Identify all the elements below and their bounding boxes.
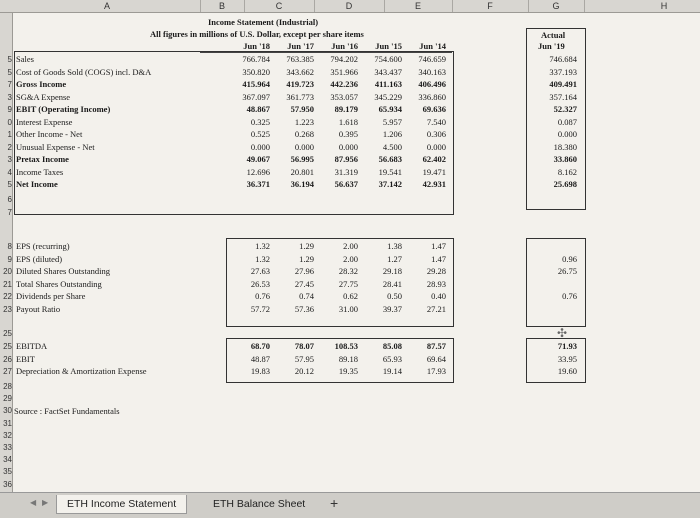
cell-value[interactable]: 29.18 bbox=[382, 266, 402, 276]
column-header-a[interactable]: A bbox=[14, 0, 201, 12]
cell-value[interactable]: 766.784 bbox=[242, 54, 270, 64]
row-number: 33 bbox=[3, 443, 12, 452]
row-label: Payout Ratio bbox=[16, 303, 61, 314]
cell-value[interactable]: 56.637 bbox=[334, 179, 358, 189]
actual-value[interactable]: 337.193 bbox=[549, 66, 577, 77]
statement-title: Income Statement (Industrial) bbox=[208, 17, 319, 27]
actual-value[interactable]: 19.60 bbox=[557, 366, 577, 376]
row-number: 32 bbox=[3, 430, 12, 440]
row-number: 4 bbox=[7, 167, 12, 177]
row-number: 8 bbox=[7, 242, 12, 251]
cell-value[interactable]: 0.268 bbox=[294, 129, 314, 139]
cell-value[interactable]: 12.696 bbox=[246, 166, 270, 177]
actual-block-frame bbox=[526, 338, 586, 383]
cell-value[interactable]: 0.76 bbox=[255, 291, 270, 301]
actual-label: Actual bbox=[541, 30, 566, 40]
cell-value[interactable]: 26.53 bbox=[250, 278, 270, 289]
actual-value[interactable]: 33.95 bbox=[557, 353, 577, 364]
cell-value[interactable]: 5.957 bbox=[382, 116, 402, 127]
column-header-d[interactable]: D bbox=[314, 0, 385, 12]
cell-value[interactable]: 29.28 bbox=[426, 266, 446, 276]
row-number: 30 bbox=[3, 406, 12, 416]
row-number: 21 bbox=[3, 279, 12, 289]
row-header-gutter bbox=[0, 13, 13, 492]
row-label: Gross Income bbox=[16, 79, 67, 89]
row-number: 22 bbox=[3, 292, 12, 301]
row-label: EBIT bbox=[16, 353, 35, 364]
cell-value[interactable]: 1.206 bbox=[382, 129, 402, 139]
row-number: 3 bbox=[7, 92, 12, 102]
row-number: 27 bbox=[3, 367, 12, 376]
row-number: 7 bbox=[7, 207, 12, 217]
cell-value[interactable]: 0.50 bbox=[387, 291, 402, 301]
cell-value[interactable]: 1.47 bbox=[431, 241, 446, 251]
row-number: 25 bbox=[3, 342, 12, 351]
cell-value[interactable]: 415.964 bbox=[242, 79, 270, 89]
row-label: EPS (diluted) bbox=[16, 253, 63, 264]
cell-value[interactable]: 27.63 bbox=[250, 266, 270, 276]
cell-value[interactable]: 57.950 bbox=[290, 104, 314, 114]
row-number: 2 bbox=[7, 142, 12, 152]
cell-value[interactable]: 87.956 bbox=[334, 154, 358, 164]
cell-value[interactable]: 19.541 bbox=[378, 166, 402, 177]
row-label: Income Taxes bbox=[16, 166, 64, 177]
row-label: Cost of Goods Sold (COGS) incl. D&A bbox=[16, 66, 152, 77]
cell-value[interactable]: 0.74 bbox=[299, 291, 314, 301]
cell-value[interactable]: 794.202 bbox=[330, 54, 358, 64]
cell-value[interactable]: 0.525 bbox=[250, 129, 270, 139]
row-number: 9 bbox=[7, 254, 12, 264]
row-number: 5 bbox=[7, 180, 12, 189]
cell-value[interactable]: 17.93 bbox=[426, 366, 446, 376]
cell-cursor-icon: ✣ bbox=[557, 326, 568, 340]
cell-value[interactable]: 19.83 bbox=[250, 366, 270, 376]
column-header-b[interactable]: B bbox=[200, 0, 245, 12]
cell-value[interactable]: 0.000 bbox=[426, 141, 446, 152]
column-header-g[interactable]: G bbox=[528, 0, 585, 12]
actual-value[interactable]: 71.93 bbox=[557, 341, 577, 351]
row-number: 7 bbox=[7, 80, 12, 89]
data-block-frame bbox=[226, 338, 454, 383]
tab-eth-income-statement[interactable]: ETH Income Statement bbox=[56, 495, 187, 514]
actual-value[interactable]: 746.684 bbox=[549, 54, 577, 64]
cell-value[interactable]: 0.000 bbox=[294, 141, 314, 152]
actual-value[interactable]: 0.96 bbox=[562, 253, 577, 264]
cell-value[interactable]: 20.12 bbox=[294, 366, 314, 376]
cell-value[interactable]: 1.29 bbox=[299, 241, 314, 251]
cell-value[interactable]: 367.097 bbox=[242, 91, 270, 102]
cell-value[interactable]: 56.995 bbox=[290, 154, 314, 164]
cell-value[interactable]: 89.179 bbox=[334, 104, 358, 114]
row-number: 5 bbox=[7, 55, 12, 64]
column-header-h[interactable]: H bbox=[628, 0, 700, 12]
cell-value[interactable]: 42.931 bbox=[422, 179, 446, 189]
row-label: Depreciation & Amortization Expense bbox=[16, 366, 147, 376]
cell-value[interactable]: 85.08 bbox=[382, 341, 402, 351]
cell-value[interactable]: 31.00 bbox=[338, 303, 358, 314]
cell-value[interactable]: 0.000 bbox=[250, 141, 270, 152]
cell-value[interactable]: 28.93 bbox=[426, 278, 446, 289]
cell-value[interactable]: 411.163 bbox=[374, 79, 402, 89]
row-number: 0 bbox=[7, 117, 12, 127]
cell-value[interactable]: 57.72 bbox=[250, 303, 270, 314]
cell-value[interactable]: 442.236 bbox=[330, 79, 358, 89]
period-header: Jun '16 bbox=[331, 41, 358, 51]
row-number: 3 bbox=[7, 155, 12, 164]
cell-value[interactable]: 19.35 bbox=[338, 366, 358, 376]
column-header-f[interactable]: F bbox=[452, 0, 529, 12]
row-number: 31 bbox=[3, 418, 12, 428]
cell-value[interactable]: 1.618 bbox=[338, 116, 358, 127]
cell-value[interactable]: 754.600 bbox=[374, 54, 402, 64]
cell-value[interactable]: 65.934 bbox=[378, 104, 402, 114]
tab-eth-balance-sheet[interactable]: ETH Balance Sheet bbox=[213, 498, 306, 510]
sheet-tab-bar bbox=[0, 492, 700, 518]
cell-value[interactable]: 406.496 bbox=[418, 79, 446, 89]
column-header-e[interactable]: E bbox=[384, 0, 453, 12]
cell-value[interactable]: 1.38 bbox=[387, 241, 402, 251]
cell-value[interactable]: 419.723 bbox=[286, 79, 314, 89]
row-number: 6 bbox=[7, 195, 12, 204]
cell-value[interactable]: 48.867 bbox=[246, 104, 270, 114]
cell-value[interactable]: 89.18 bbox=[338, 353, 358, 364]
actual-value[interactable]: 8.162 bbox=[557, 166, 577, 177]
actual-value[interactable]: 33.860 bbox=[553, 154, 577, 164]
data-block-frame bbox=[226, 238, 454, 327]
row-label: EBIT (Operating Income) bbox=[16, 104, 111, 114]
cell-value[interactable]: 0.40 bbox=[431, 291, 446, 301]
actual-value[interactable]: 25.698 bbox=[553, 179, 577, 189]
actual-value[interactable]: 18.380 bbox=[553, 141, 577, 152]
actual-value[interactable]: 0.000 bbox=[557, 129, 577, 139]
cell-value[interactable]: 351.966 bbox=[330, 66, 358, 77]
column-header-c[interactable]: C bbox=[244, 0, 315, 12]
cell-value[interactable]: 19.14 bbox=[382, 366, 402, 376]
cell-value[interactable]: 0.000 bbox=[338, 141, 358, 152]
cell-value[interactable]: 19.471 bbox=[422, 166, 446, 177]
cell-value[interactable]: 1.223 bbox=[294, 116, 314, 127]
row-label: Dividends per Share bbox=[16, 291, 86, 301]
cell-value[interactable]: 2.00 bbox=[343, 253, 358, 264]
row-number: 20 bbox=[3, 267, 12, 276]
cell-value[interactable]: 65.93 bbox=[382, 353, 402, 364]
row-number: 36 bbox=[3, 479, 12, 489]
cell-value[interactable]: 0.395 bbox=[338, 129, 358, 139]
row-number: 9 bbox=[7, 105, 12, 114]
cell-value[interactable]: 57.36 bbox=[294, 303, 314, 314]
row-number: 25 bbox=[3, 329, 12, 338]
cell-value[interactable]: 4.500 bbox=[382, 141, 402, 152]
cell-value[interactable]: 1.32 bbox=[255, 253, 270, 264]
row-number: 28 bbox=[3, 382, 12, 391]
cell-value[interactable]: 48.87 bbox=[250, 353, 270, 364]
period-header: Jun '17 bbox=[287, 41, 314, 51]
cell-value[interactable]: 1.47 bbox=[431, 253, 446, 264]
cell-value[interactable]: 0.325 bbox=[250, 116, 270, 127]
cell-value[interactable]: 763.385 bbox=[286, 54, 314, 64]
actual-value[interactable]: 26.75 bbox=[557, 266, 577, 276]
actual-value[interactable]: 0.76 bbox=[562, 291, 577, 301]
cell-value[interactable]: 350.820 bbox=[242, 66, 270, 77]
row-label: Diluted Shares Outstanding bbox=[16, 266, 110, 276]
cell-value[interactable]: 56.683 bbox=[378, 154, 402, 164]
cell-value[interactable]: 57.95 bbox=[294, 353, 314, 364]
cell-value[interactable]: 336.860 bbox=[418, 91, 446, 102]
row-label: EPS (recurring) bbox=[16, 241, 70, 251]
cell-value[interactable]: 1.32 bbox=[255, 241, 270, 251]
column-header-bar bbox=[0, 0, 700, 13]
row-number: 23 bbox=[3, 304, 12, 314]
header-rule bbox=[200, 52, 452, 53]
cell-value[interactable]: 0.62 bbox=[343, 291, 358, 301]
cell-value[interactable]: 2.00 bbox=[343, 241, 358, 251]
period-header: Jun '18 bbox=[243, 41, 270, 51]
actual-block-frame bbox=[526, 238, 586, 327]
cell-value[interactable]: 353.057 bbox=[330, 91, 358, 102]
add-sheet-button[interactable]: + bbox=[330, 495, 339, 511]
cell-value[interactable]: 7.540 bbox=[426, 116, 446, 127]
cell-value[interactable]: 36.371 bbox=[246, 179, 270, 189]
cell-value[interactable]: 1.27 bbox=[387, 253, 402, 264]
tab-nav-prev-icon[interactable]: ◀ bbox=[30, 498, 37, 507]
cell-value[interactable]: 28.41 bbox=[382, 278, 402, 289]
cell-value[interactable]: 87.57 bbox=[426, 341, 446, 351]
cell-value[interactable]: 340.163 bbox=[418, 66, 446, 77]
actual-period: Jun '19 bbox=[538, 41, 565, 51]
cell-value[interactable]: 27.45 bbox=[294, 278, 314, 289]
row-number: 34 bbox=[3, 455, 12, 465]
cell-value[interactable]: 69.636 bbox=[422, 104, 446, 114]
row-label: SG&A Expense bbox=[16, 91, 71, 102]
cell-value[interactable]: 49.067 bbox=[246, 154, 270, 164]
cell-value[interactable]: 39.37 bbox=[382, 303, 402, 314]
cell-value[interactable]: 62.402 bbox=[422, 154, 446, 164]
cell-value[interactable]: 68.70 bbox=[250, 341, 270, 351]
cell-value[interactable]: 36.194 bbox=[290, 179, 314, 189]
cell-value[interactable]: 343.662 bbox=[286, 66, 314, 77]
cell-value[interactable]: 27.21 bbox=[426, 303, 446, 314]
cell-value[interactable]: 78.07 bbox=[294, 341, 314, 351]
source-note: Source : FactSet Fundamentals bbox=[14, 406, 120, 416]
row-number: 5 bbox=[7, 67, 12, 77]
cell-value[interactable]: 27.96 bbox=[294, 266, 314, 276]
cell-value[interactable]: 37.142 bbox=[378, 179, 402, 189]
cell-value[interactable]: 31.319 bbox=[334, 166, 358, 177]
cell-value[interactable]: 69.64 bbox=[426, 353, 446, 364]
actual-value[interactable]: 0.087 bbox=[557, 116, 577, 127]
row-number: 35 bbox=[3, 467, 12, 477]
cell-value[interactable]: 20.801 bbox=[290, 166, 314, 177]
cell-value[interactable]: 108.53 bbox=[334, 341, 358, 351]
row-label: Net Income bbox=[16, 179, 58, 189]
cell-value[interactable]: 1.29 bbox=[299, 253, 314, 264]
cell-value[interactable]: 27.75 bbox=[338, 278, 358, 289]
cell-value[interactable]: 0.306 bbox=[426, 129, 446, 139]
row-label: Pretax Income bbox=[16, 154, 69, 164]
cell-value[interactable]: 343.437 bbox=[374, 66, 402, 77]
cell-value[interactable]: 361.773 bbox=[286, 91, 314, 102]
cell-value[interactable]: 746.659 bbox=[418, 54, 446, 64]
actual-value[interactable]: 409.491 bbox=[549, 79, 577, 89]
actual-value[interactable]: 357.164 bbox=[549, 91, 577, 102]
row-label: Sales bbox=[16, 54, 34, 64]
row-number: 29 bbox=[3, 394, 12, 404]
cell-value[interactable]: 28.32 bbox=[338, 266, 358, 276]
row-label: Unusual Expense - Net bbox=[16, 141, 95, 152]
actual-value[interactable]: 52.327 bbox=[553, 104, 577, 114]
statement-subtitle: All figures in millions of U.S. Dollar, except per share items bbox=[150, 29, 364, 39]
row-label: Total Shares Outstanding bbox=[16, 278, 102, 289]
row-label: EBITDA bbox=[16, 341, 48, 351]
row-label: Interest Expense bbox=[16, 116, 73, 127]
tab-nav-next-icon[interactable]: ▶ bbox=[42, 498, 49, 507]
period-header: Jun '14 bbox=[419, 41, 446, 51]
cell-value[interactable]: 345.229 bbox=[374, 91, 402, 102]
period-header: Jun '15 bbox=[375, 41, 402, 51]
row-label: Other Income - Net bbox=[16, 129, 83, 139]
row-number: 26 bbox=[3, 354, 12, 364]
row-number: 1 bbox=[7, 130, 12, 139]
